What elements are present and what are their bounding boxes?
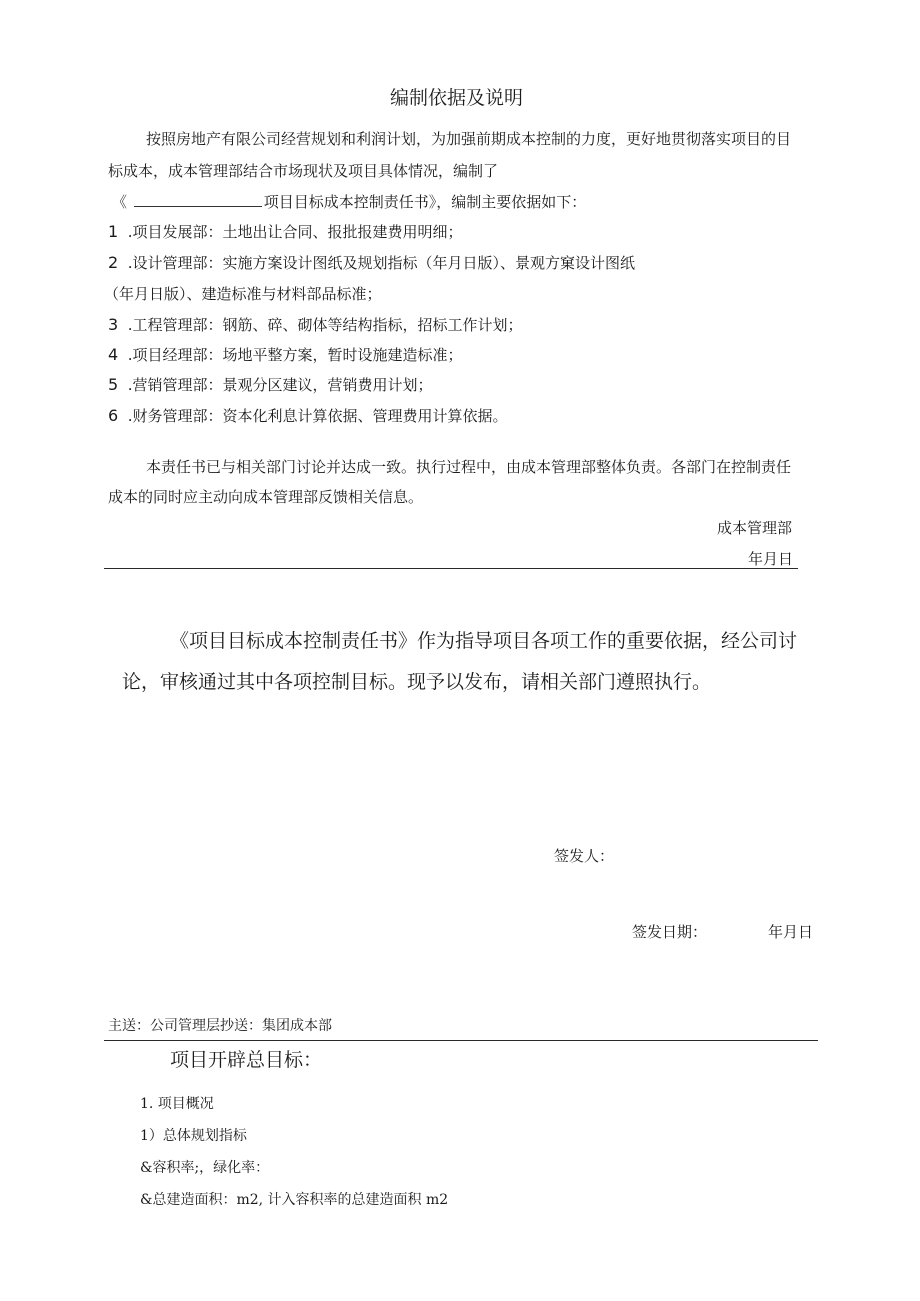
item-number: 4 <box>108 345 119 364</box>
item-text: .工程管理部：钢筋、碎、砌体等结构指标，招标工作计划； <box>127 316 523 334</box>
project-heading: 项目开辟总目标： <box>170 1049 323 1071</box>
subheading-planning-indicators: 1）总体规划指标 <box>140 1128 247 1144</box>
item-text: .项目发展部：土地出让合同、报批报建费用明细； <box>127 223 463 241</box>
list-item <box>108 314 523 335</box>
list-item-continuation: （年月日版）、建造标准与材料部品标准； <box>104 285 382 303</box>
issue-date-value: 年月日 <box>768 923 814 941</box>
item-text: .财务管理部：资本化利息计算依据、管理费用计算依据。 <box>127 407 508 425</box>
section-title: 编制依据及说明 <box>390 87 524 109</box>
notice-line-1: 《项目目标成本控制责任书》作为指导项目各项工作的重要依据，经公司讨 <box>170 630 798 652</box>
indicator-line-plot-ratio: &容积率;，绿化率： <box>140 1160 270 1176</box>
closing-line-2: 成本的同时应主动向成本管理部反馈相关信息。 <box>108 488 424 506</box>
signature-date: 年月日 <box>748 550 794 568</box>
signature-department: 成本管理部 <box>717 519 793 537</box>
distribution-divider <box>104 1040 818 1041</box>
item-number: 1 <box>108 222 119 241</box>
section-divider <box>104 568 798 569</box>
item-text: .营销管理部：景观分区建议，营销费用计划； <box>127 376 433 394</box>
notice-line-2: 论，审核通过其中各项控制目标。现予以发布，请相关部门遵照执行。 <box>122 671 712 693</box>
distribution-line: 主送：公司管理层抄送：集团成本部 <box>108 1018 332 1034</box>
issue-date-label: 签发日期： <box>632 923 708 941</box>
item-number: 2 <box>108 253 119 272</box>
list-item <box>108 405 508 426</box>
intro-line-2: 标成本，成本管理部结合市场现状及项目具体情况，编制了 <box>108 162 499 180</box>
project-name-blank <box>134 194 262 207</box>
intro-line-1: 按照房地产有限公司经营规划和利润计划，为加强前期成本控制的力度，更好地贯彻落实项目的目 <box>146 130 792 148</box>
subheading-project-overview: 1. 项目概况 <box>140 1096 214 1112</box>
intro-line-3 <box>112 191 586 212</box>
item-text: .项目经理部：场地平整方案，暂时设施建造标准； <box>127 346 463 364</box>
item-number: 5 <box>108 375 119 394</box>
item-number: 6 <box>108 406 119 425</box>
list-item <box>108 221 463 242</box>
item-text: .设计管理部：实施方案设计图纸及规划指标（年月日版）、景观方窠设计图纸 <box>127 254 636 272</box>
item-number: 3 <box>108 315 119 334</box>
issuer-label: 签发人： <box>554 847 615 865</box>
list-item <box>108 252 635 273</box>
list-item <box>108 374 433 395</box>
list-item <box>108 344 463 365</box>
intro-line-3-rest: 项目目标成本控制责任书》，编制主要依据如下： <box>263 193 587 211</box>
closing-line-1: 本责任书已与相关部门讨论并达成一致。执行过程中，由成本管理部整体负责。各部门在控制责任 <box>146 458 792 476</box>
intro-open-quote: 《 <box>112 193 128 211</box>
indicator-line-floor-area: &总建造面积：m2, 计入容积率的总建造面积 m2 <box>140 1192 449 1208</box>
